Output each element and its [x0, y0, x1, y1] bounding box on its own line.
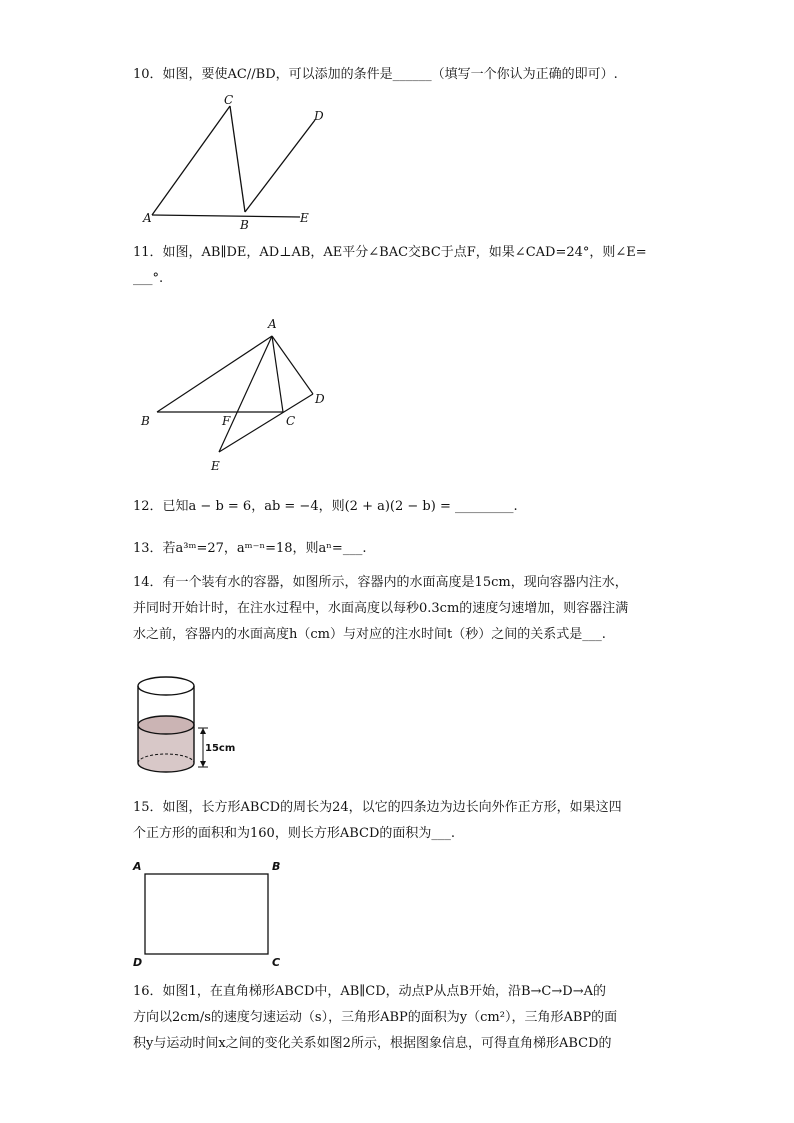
question-15 [133, 795, 663, 847]
question-11 [133, 240, 663, 292]
label-A: A [268, 317, 277, 331]
label-B: B [240, 218, 249, 232]
figure-q11-svg [135, 312, 335, 477]
figure-q14-cylinder [134, 672, 244, 782]
question-14-line: 水之前，容器内的水面高度h（cm）与对应的注水时间t（秒）之间的关系式是___. [133, 627, 606, 642]
question-14 [133, 570, 663, 648]
label-D: D [315, 392, 325, 406]
label-C: C [272, 956, 281, 969]
question-16-line: 方向以2cm/s的速度匀速运动（s），三角形ABP的面积为y（cm²），三角形ABP的面 [133, 1010, 618, 1025]
label-D: D [314, 109, 324, 123]
question-15-line: 个正方形的面积和为160，则长方形ABCD的面积为___. [133, 826, 455, 841]
label-D: D [133, 956, 143, 969]
label-E: E [300, 211, 309, 225]
label-A: A [133, 860, 142, 873]
figure-q15-rectangle [130, 856, 290, 971]
question-10-line: 10．如图，要使AC//BD，可以添加的条件是______（填写一个你认为正确的即可）. [133, 67, 618, 82]
label-B: B [272, 860, 281, 873]
question-11-line: ___°. [133, 271, 164, 286]
figure-q10-svg [140, 90, 340, 235]
question-16-line: 16．如图1，在直角梯形ABCD中，AB∥CD，动点P从点B开始，沿B→C→D→A的 [133, 984, 606, 999]
figure-q14-svg [134, 672, 244, 782]
question-14-line: 14．有一个装有水的容器，如图所示，容器内的水面高度是15cm，现向容器内注水， [133, 575, 628, 590]
question-16 [133, 979, 663, 1057]
figure-q10 [140, 90, 340, 235]
label-C: C [224, 93, 234, 107]
question-12 [133, 494, 663, 520]
label-C: C [286, 414, 296, 428]
question-16-line: 积y与运动时间x之间的变化关系如图2所示，根据图象信息，可得直角梯形ABCD的 [133, 1036, 612, 1051]
question-12-line: 12．已知a − b = 6，ab = −4，则(2 + a)(2 − b) = _________. [133, 499, 518, 514]
question-11-line: 11．如图，AB∥DE，AD⊥AB，AE平分∠BAC交BC于点F，如果∠CAD=24°，则∠E= [133, 245, 647, 260]
question-15-line: 15．如图，长方形ABCD的周长为24，以它的四条边为边长向外作正方形，如果这四 [133, 800, 622, 815]
question-13-line: 13．若a³ᵐ=27，aᵐ⁻ⁿ=18，则aⁿ=___. [133, 541, 367, 556]
question-10 [133, 62, 663, 88]
label-B: B [141, 414, 150, 428]
height-label: 15cm [205, 743, 236, 754]
label-A: A [143, 211, 152, 225]
figure-q15-svg [130, 856, 290, 971]
label-E: E [211, 459, 220, 473]
label-F: F [222, 414, 231, 428]
figure-q11 [135, 312, 335, 477]
question-13 [133, 536, 663, 562]
question-14-line: 并同时开始计时，在注水过程中，水面高度以每秒0.3cm的速度匀速增加，则容器注满 [133, 601, 629, 616]
